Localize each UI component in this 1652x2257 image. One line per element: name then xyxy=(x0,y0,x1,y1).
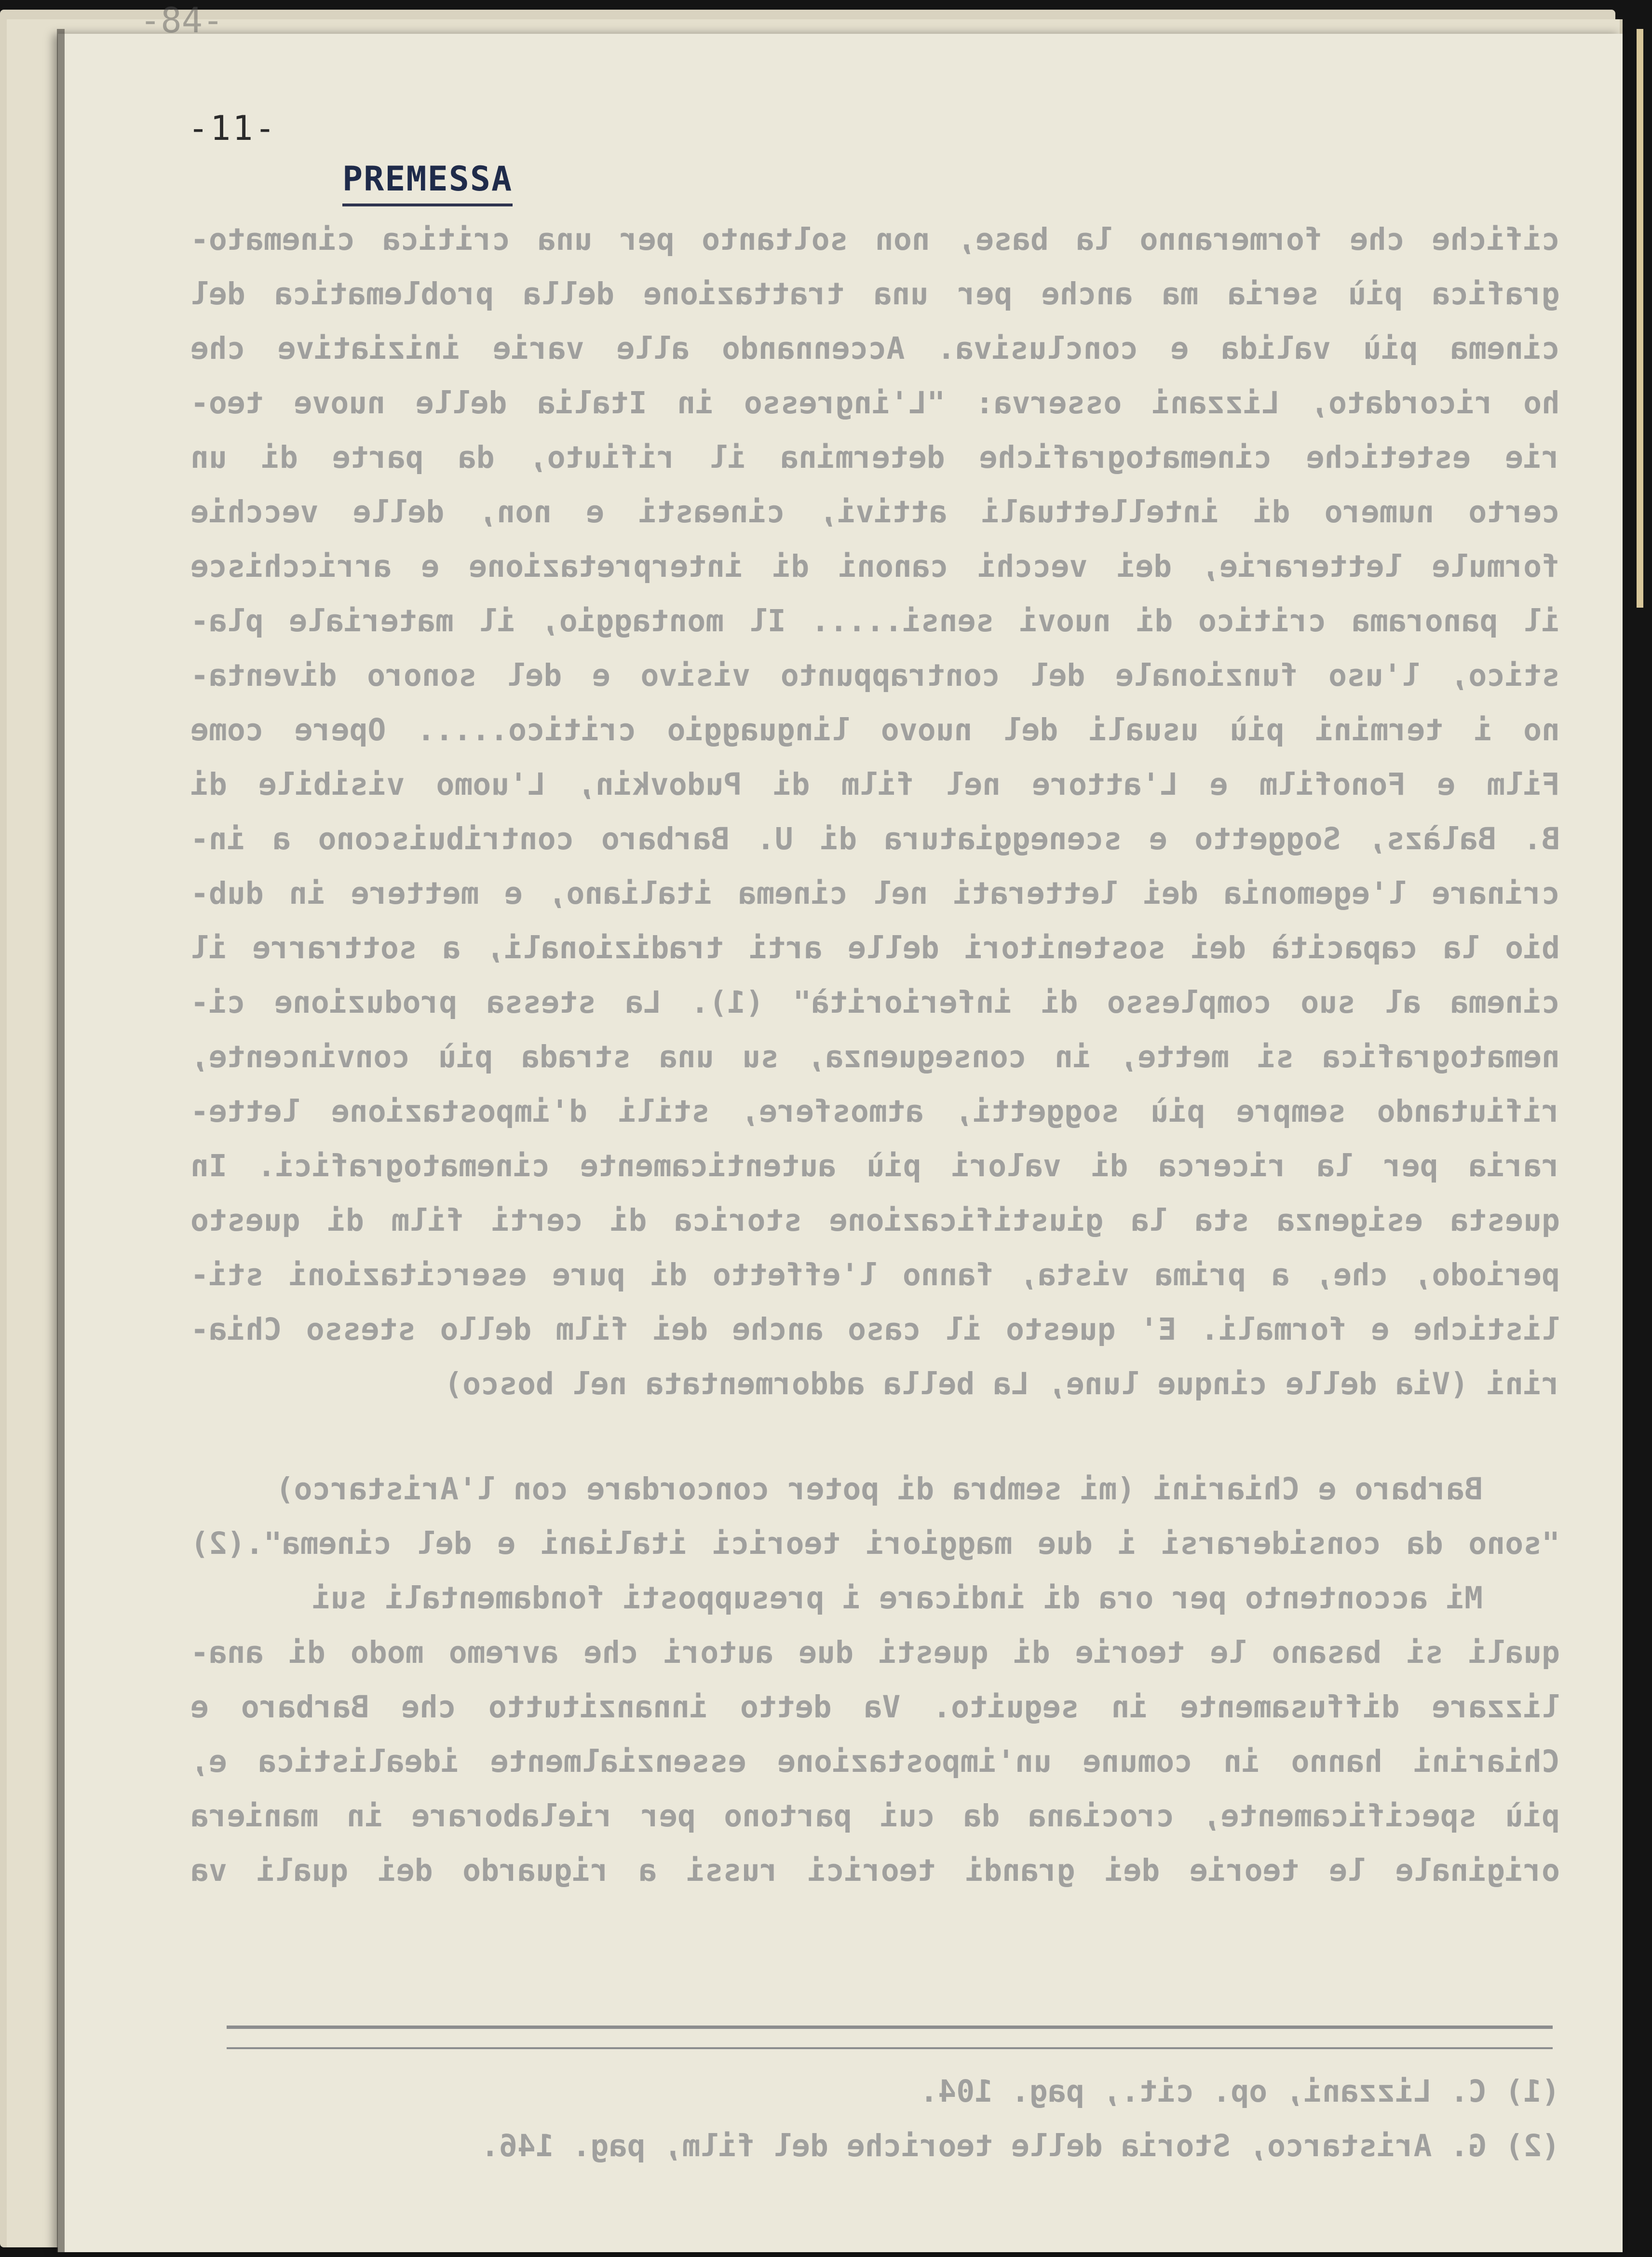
bleed-through-text xyxy=(190,212,1560,1898)
body-line: crinare l'egemonia dei letterati nel cinema italiano, e mettere in dub- xyxy=(190,876,1560,911)
body-line: originale le teorie dei grandi teorici russi a riguardo dei quali va xyxy=(190,1853,1560,1888)
body-line: periodo, che, a prima vista, fanno l'effetto di pure esercitazioni sti- xyxy=(190,1257,1560,1292)
footnote-separator xyxy=(227,2047,1553,2049)
body-line: Barbaro e Chiarini (mi sembra di poter concordare con l'Aristarco) xyxy=(275,1471,1483,1507)
body-line: grafica più seria ma anche per una trattazione della problematica del xyxy=(190,276,1560,312)
footnote-separator xyxy=(227,2026,1553,2029)
body-line: cinema al suo complesso di inferiorità" (1). La stessa produzione ci- xyxy=(190,985,1560,1020)
body-line: "sono da considerarsi i due maggiori teorici italiani e del cinema".(2) xyxy=(190,1526,1560,1561)
body-line: il panorama critico di nuovi sensi..... Il montaggio, il materiale pla- xyxy=(190,603,1560,639)
paper-edge-strip xyxy=(1637,29,1643,608)
body-line: certo numero di intellettuali attivi, cineasti e non, delle vecchie xyxy=(190,494,1560,530)
body-line: rini (Via delle cinque lune, La bella addormentata nel bosco) xyxy=(444,1366,1560,1401)
section-heading: PREMESSA xyxy=(342,159,513,206)
body-line: più specificamente, crociana da cui partono per rielaborare in maniera xyxy=(190,1798,1560,1834)
body-line: Film e Fonofilm e L'attore nel film di Pudovkin, L'uomo visibile di xyxy=(190,767,1560,802)
body-line: formule letterarie, dei vecchi canoni di interpretazione e arricchisce xyxy=(190,549,1560,584)
footnote-line: (2) G. Aristarco, Storia delle teoriche del film, pag. 146. xyxy=(481,2128,1560,2163)
body-line: rifiutando sempre più soggetti, atmosfere, stili d'impostazione lette- xyxy=(190,1094,1560,1129)
body-line: stico, l'uso funzionale del contrappunto visivo e del sonoro diventa- xyxy=(190,658,1560,693)
body-line: Mi accontento per ora di indicare i presupposti fondamentali sui xyxy=(312,1580,1483,1616)
page-number: -11- xyxy=(188,109,277,148)
body-line: bio la capacità dei sostenitori delle arti tradizionali, a sottrarre il xyxy=(190,930,1560,965)
body-line: nematografica si mette, in conseguenza, su una strada più convincente, xyxy=(190,1039,1560,1074)
binding-shadow xyxy=(57,29,65,2252)
top-margin-note: -84- xyxy=(140,0,224,41)
footnote-line: (1) C. Lizzani, op. cit., pag. 104. xyxy=(920,2074,1560,2109)
body-line: no i termini più usuali del nuovo linguaggio critico..... Opere come xyxy=(190,712,1560,748)
body-line: B. Balàzs, Soggetto e sceneggiatura di U. Barbaro contribuiscono a in- xyxy=(190,821,1560,857)
body-line: quali si basano le teorie di questi due autori che avremo modo di ana- xyxy=(190,1635,1560,1670)
body-line: cinema più valida e conclusiva. Accennando alle varie iniziative che xyxy=(190,331,1560,366)
body-line: questa esigenza sta la giustificazione storica di certi film di questo xyxy=(190,1203,1560,1238)
body-line: cifiche che formeranno la base, non soltanto per una critica cinemato- xyxy=(190,222,1560,257)
body-line: Chiarini hanno in comune un'impostazione essenzialmente idealistica e, xyxy=(190,1744,1560,1779)
bleed-through-footnotes xyxy=(190,2064,1560,2173)
body-line: listiche e formali. E' questo il caso anche dei film dello stesso Chia- xyxy=(190,1312,1560,1347)
body-line: ho ricordato, Lizzani osserva: "L'ingresso in Italia delle nuove teo- xyxy=(190,385,1560,421)
body-line: raria per la ricerca di valori più autenticamente cinematografici. In xyxy=(190,1148,1560,1183)
body-line: rie estetiche cinematografiche determina il rifiuto, da parte di un xyxy=(190,440,1560,475)
body-line: lizzare diffusamente in seguito. Va detto innanzitutto che Barbaro e xyxy=(190,1689,1560,1725)
